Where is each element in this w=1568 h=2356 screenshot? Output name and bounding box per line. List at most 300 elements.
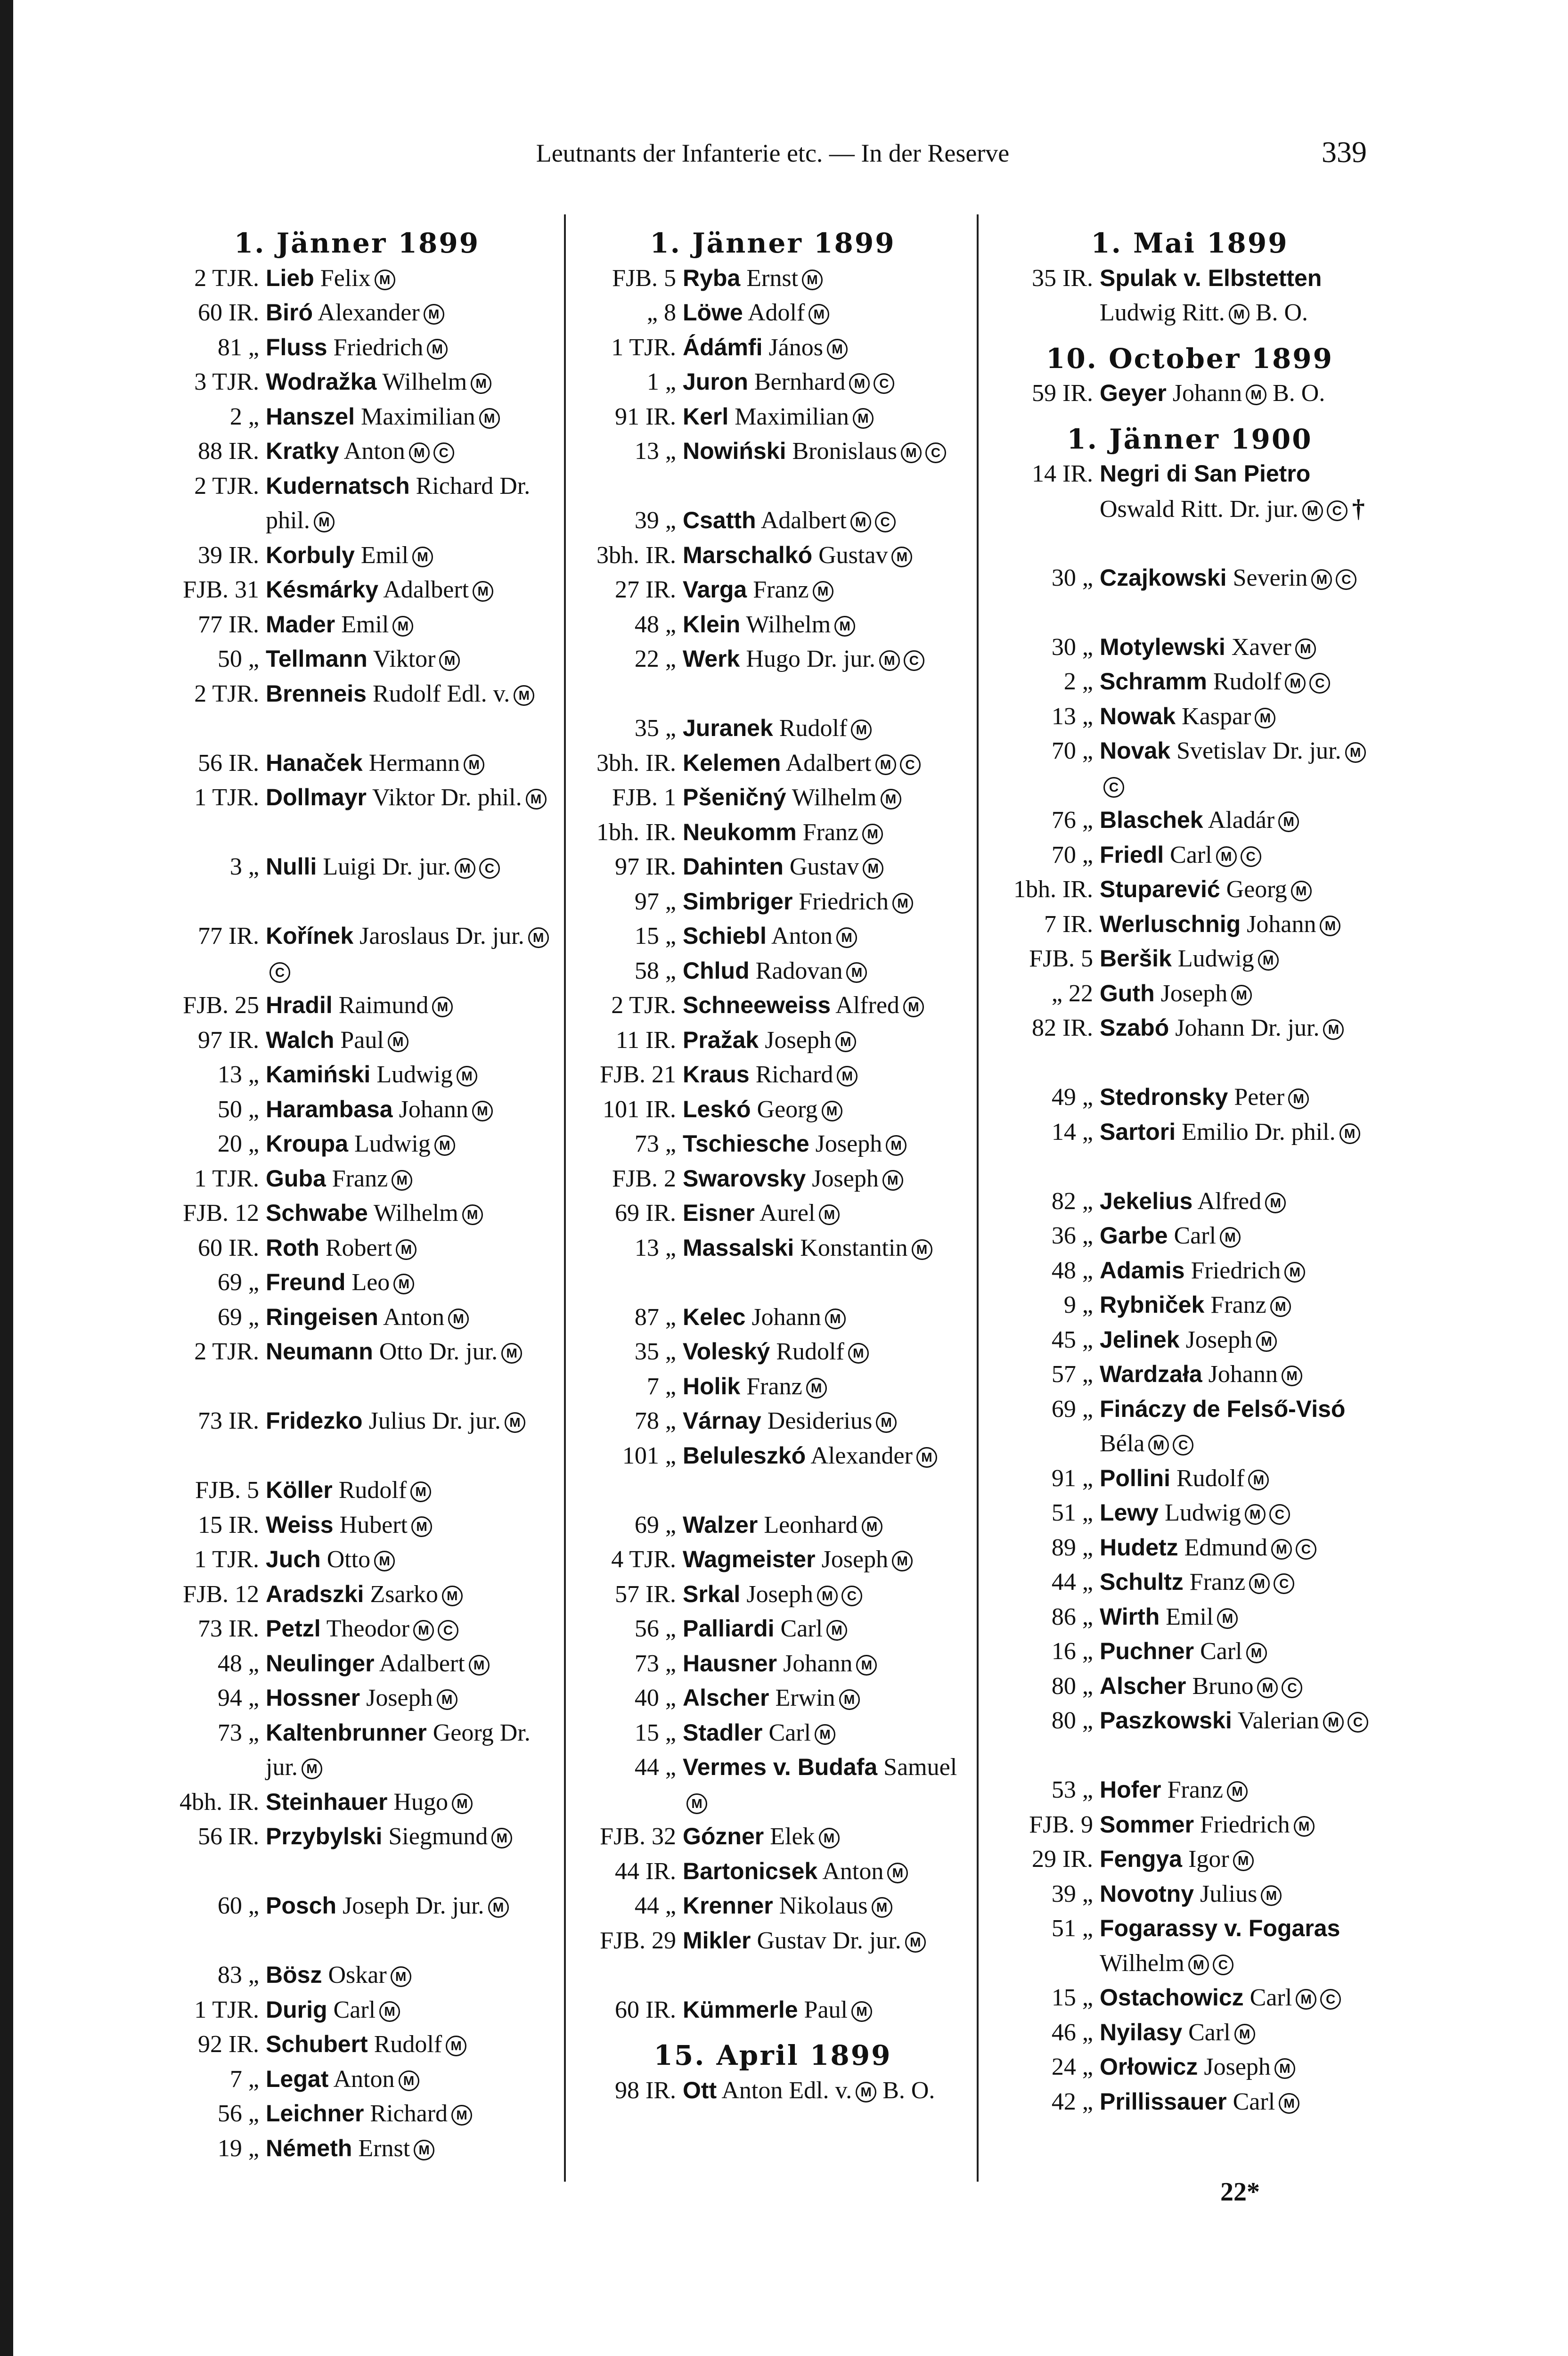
column-divider [564,214,566,2182]
list-item [160,988,554,1023]
military-merit-cross-icon: M [822,1101,842,1121]
officer-given-name: Franz [1210,1292,1266,1318]
officer-given-name: Johann [751,1303,821,1331]
officer-entry [683,1819,971,1854]
officer-given-name: Erwin [775,1685,835,1711]
unit-label: 48 „ [1051,1257,1093,1284]
officer-surname: Vermes v. Budafa [683,1754,878,1780]
unit-label: 3bh. IR. [596,541,676,569]
commemorative-cross-icon: C [1348,1712,1368,1733]
officer-given-name: Adalbert [785,749,872,777]
unit-label: 3 TJR. [194,368,259,395]
military-merit-cross-icon: M [427,339,448,360]
list-item [160,1716,554,1785]
officer-given-name: Elek [770,1823,815,1850]
officer-given-name: Johann [399,1096,468,1123]
list-item [992,1496,1388,1530]
list-item [160,2027,554,2062]
officer-given-name: Franz [746,1373,802,1400]
officer-given-name: Carl [780,1615,823,1642]
officer-surname: Fridezko [266,1407,363,1434]
officer-entry [1100,1080,1388,1115]
officer-entry [683,746,971,781]
military-merit-cross-icon: M [886,1135,906,1156]
decoration-note: B. O. [882,2077,935,2104]
officer-given-name: Joseph Dr. jur. [343,1892,484,1919]
military-merit-cross-icon: M [1339,1123,1360,1144]
list-item [575,1231,971,1300]
officer-surname: Juron [683,368,748,395]
unit-label: 29 IR. [1032,1846,1093,1873]
officer-given-name: Anton [343,438,405,465]
officer-surname: Leskó [683,1096,751,1122]
unit-label: 39 „ [1051,1880,1093,1907]
unit-label: 50 „ [217,646,259,672]
list-item [160,330,554,365]
military-merit-cross-icon: M [526,789,547,810]
military-merit-cross-icon: M [437,1689,457,1710]
officer-given-name: Samuel [883,1754,957,1781]
unit-label: 15 „ [634,923,676,949]
military-merit-cross-icon: M [1279,2093,1299,2114]
unit-label: 1 TJR. [611,334,676,361]
military-merit-cross-icon: M [399,2070,419,2091]
officer-entry [266,1231,554,1266]
officer-given-name: Alfred [1197,1187,1262,1215]
officer-surname: Wirth [1100,1603,1160,1630]
officer-given-name: Peter [1234,1084,1285,1111]
officer-entry [683,295,971,330]
unit-label: 13 „ [634,1234,676,1261]
list-item [575,815,971,850]
unit-label: FJB. 31 [183,576,259,603]
unit-label: 97 IR. [615,853,676,880]
officer-given-name: Carl [1188,2019,1231,2046]
commemorative-cross-icon: C [1296,1539,1316,1560]
list-item [160,919,554,988]
officer-given-name: Joseph [366,1685,433,1711]
officer-surname: Novak [1100,737,1171,764]
list-item [992,1808,1388,1842]
list-item [992,1357,1388,1392]
list-item [575,1162,971,1196]
officer-surname: Stuparević [1100,876,1220,902]
military-merit-cross-icon: M [892,893,913,914]
military-merit-cross-icon: M [505,1412,525,1433]
military-merit-cross-icon: M [501,1343,522,1364]
officer-entry [1100,2085,1388,2119]
military-merit-cross-icon: M [1302,500,1323,521]
officer-entry [1100,2015,1388,2050]
officer-surname: Ringeisen [266,1303,378,1330]
unit-label: 4 TJR. [611,1546,676,1573]
military-merit-cross-icon: M [1291,881,1312,901]
unit-label: 13 „ [634,438,676,465]
officer-surname: Adamis [1100,1257,1185,1284]
list-item [992,261,1388,330]
unit-label: 3bh. IR. [596,749,676,777]
list-item [992,907,1388,942]
military-merit-cross-icon: M [876,1412,897,1433]
military-merit-cross-icon: M [851,2001,872,2022]
decoration-note: B. O. [1273,380,1325,407]
list-item [992,1877,1388,1912]
officer-given-name: Carl [1250,1984,1292,2011]
list-item [160,400,554,434]
list-item [160,1334,554,1404]
officer-surname: Pollini [1100,1464,1170,1491]
officer-entry [266,1473,554,1508]
list-item [992,941,1388,976]
list-item [992,1911,1388,1980]
officer-surname: Guba [266,1165,326,1192]
military-merit-cross-icon: M [1246,384,1266,405]
unit-label: 50 „ [217,1096,259,1123]
unit-label: 7 „ [229,2065,259,2093]
list-item [992,1184,1388,1219]
officer-given-name: Raimund [338,992,429,1019]
officer-entry [266,2131,554,2166]
unit-label: 45 „ [1051,1326,1093,1353]
officer-entry [266,919,554,988]
officer-entry [683,1716,971,1751]
officer-surname: Késmárky [266,576,379,603]
officer-entry [683,607,971,642]
officer-entry [1100,734,1388,803]
officer-given-name: Severin [1233,564,1308,591]
unit-label: 39 IR. [198,541,259,569]
officer-given-name: Wilhelm [792,784,877,811]
officer-surname: Ott [683,2077,717,2103]
list-item [160,850,554,919]
officer-given-name: Ludwig [1177,945,1254,972]
military-merit-cross-icon: M [815,1724,835,1745]
officer-surname: Steinhauer [266,1788,388,1815]
unit-label: 24 „ [1051,2053,1093,2080]
military-merit-cross-icon: M [1282,1366,1302,1386]
officer-entry [1100,1773,1388,1808]
list-item [575,1404,971,1439]
military-merit-cross-icon: M [1323,1019,1344,1040]
military-merit-cross-icon: M [1271,1539,1292,1560]
military-merit-cross-icon: M [451,2105,472,2126]
running-header [0,137,1568,179]
officer-entry [683,365,971,400]
military-merit-cross-icon: M [452,1793,473,1814]
list-item [160,434,554,469]
officer-given-name: Aladár [1208,807,1275,834]
officer-entry [266,1404,554,1439]
military-merit-cross-icon: M [1256,1331,1277,1352]
unit-label: 1 TJR. [194,1546,259,1573]
officer-given-name: Rudolf [1176,1464,1245,1492]
officer-entry [266,1196,554,1231]
military-merit-cross-icon: M [479,408,500,429]
military-merit-cross-icon: M [1270,1296,1291,1317]
unit-label: 56 IR. [198,749,259,777]
military-merit-cross-icon: M [448,1309,469,1329]
commemorative-cross-icon: C [874,373,894,394]
list-item [160,469,554,538]
officer-given-name: Alfred [835,992,899,1019]
officer-surname: Hanszel [266,403,355,430]
officer-given-name: Konstantin [800,1234,908,1261]
unit-label: 30 „ [1051,633,1093,661]
officer-given-name: Felix [320,264,371,292]
officer-entry [683,1854,971,1889]
officer-surname: Mader [266,611,335,638]
officer-given-name: Bronislaus [792,438,897,465]
list-item [160,1127,554,1162]
list-item [992,1011,1388,1080]
officer-surname: Negri di San Pietro [1100,460,1311,487]
officer-entry [683,884,971,919]
column-2 [575,226,971,2143]
officer-entry [1100,1703,1388,1738]
military-merit-cross-icon: M [1296,1989,1316,2010]
officer-surname: Schneeweiss [683,992,831,1018]
military-merit-cross-icon: M [862,824,883,844]
unit-label: 3 „ [229,853,259,880]
military-merit-cross-icon: M [891,547,912,567]
officer-surname: Wagmeister [683,1546,816,1572]
officer-given-name: Joseph [812,1165,879,1192]
unit-label: 73 IR. [198,1615,259,1642]
officer-given-name: Paul [804,1996,848,2023]
officer-entry [683,1404,971,1439]
officer-given-name: Rudolf [776,1338,844,1365]
officer-given-name: Rudolf [338,1477,407,1504]
officer-entry [266,988,554,1023]
unit-label: 35 IR. [1032,264,1093,292]
unit-label: 22 „ [634,646,676,672]
military-merit-cross-icon: M [1217,1608,1238,1629]
military-merit-cross-icon: M [836,927,857,948]
officer-entry [683,261,971,296]
officer-entry [266,2027,554,2062]
officer-given-name: Bruno [1192,1672,1254,1700]
unit-label: FJB. 1 [612,784,676,811]
military-merit-cross-icon: M [472,1101,493,1121]
officer-given-name: Hugo [393,1788,448,1816]
unit-label: 78 „ [634,1407,676,1434]
officer-entry [683,1023,971,1058]
officer-given-name: Jaroslaus Dr. jur. [359,923,524,949]
officer-surname: Löwe [683,299,743,326]
unit-label: 48 „ [217,1650,259,1677]
officer-entry [683,1612,971,1646]
officer-given-name: Wilhelm [373,1200,458,1227]
officer-given-name: Béla [1100,1430,1145,1457]
officer-given-name: Anton Edl. v. [721,2077,852,2104]
officer-given-name: Ludwig [1165,1499,1241,1526]
commemorative-cross-icon: C [1269,1504,1290,1525]
military-merit-cross-icon: M [1220,1227,1241,1248]
unit-label: 56 „ [217,2100,259,2127]
officer-surname: Puchner [1100,1638,1194,1664]
officer-surname: Hanaček [266,749,363,776]
officer-surname: Sommer [1100,1811,1194,1838]
list-item [160,1958,554,1993]
military-merit-cross-icon: M [850,512,871,532]
officer-entry [1100,907,1388,942]
unit-label: 36 „ [1051,1222,1093,1249]
officer-given-name: Leo [351,1269,390,1296]
unit-label: 97 „ [634,888,676,915]
officer-surname: Geyer [1100,380,1167,406]
unit-label: 101 „ [622,1442,676,1469]
officer-entry [1100,2050,1388,2085]
unit-label: 16 „ [1051,1638,1093,1665]
officer-entry [683,850,971,884]
officer-surname: Neukomm [683,818,797,845]
officer-entry [1100,1565,1388,1600]
officer-given-name: Robert [325,1234,392,1261]
officer-given-name: Rudolf [374,2031,442,2058]
unit-label: 1bh. IR. [1013,876,1093,903]
officer-entry [1100,872,1388,907]
commemorative-cross-icon: C [1309,673,1330,694]
military-merit-cross-icon: M [853,408,874,429]
officer-given-name: Franz [802,818,859,846]
unit-label: 53 „ [1051,1776,1093,1803]
unit-label: 14 IR. [1032,460,1093,487]
officer-entry [683,1750,971,1819]
officer-surname: Werk [683,646,740,672]
officer-given-name: Aurel [760,1200,816,1227]
list-item [992,1288,1388,1323]
unit-label: 59 IR. [1032,380,1093,407]
list-item [575,711,971,746]
officer-entry [266,400,554,434]
officer-entry [683,1127,971,1162]
officer-given-name: Siegmund [388,1823,488,1850]
military-merit-cross-icon: M [528,927,549,948]
officer-entry [266,1681,554,1716]
military-merit-cross-icon: M [1320,916,1340,936]
officer-surname: Garbe [1100,1222,1168,1249]
list-item [160,1542,554,1577]
officer-surname: Blaschek [1100,807,1203,833]
unit-label: 60 IR. [615,1996,676,2023]
section-heading: 15. April 1899 [653,2039,892,2071]
unit-label: FJB. 12 [183,1580,259,1608]
officer-surname: Pšeničný [683,784,786,810]
list-item [575,295,971,330]
unit-label: 81 „ [217,334,259,361]
officer-surname: Gózner [683,1823,764,1849]
officer-surname: Kudernatsch [266,472,410,499]
officer-given-name: Rudolf [1213,668,1282,695]
list-item [992,1461,1388,1496]
list-item [992,664,1388,699]
officer-surname: Schramm [1100,668,1207,695]
officer-surname: Ostachowicz [1100,1984,1244,2011]
section-gap [992,330,1388,342]
officer-entry [683,1300,971,1335]
officer-entry [266,1889,554,1923]
list-item [160,2096,554,2131]
list-item [160,642,554,677]
officer-given-name: Adalbert [379,1650,465,1677]
officer-given-name: Paul [340,1026,384,1054]
list-item [575,1750,971,1819]
officer-entry [266,1092,554,1127]
officer-entry [683,1196,971,1231]
officer-surname: Kelec [683,1303,746,1330]
officer-surname: Stadler [683,1719,763,1746]
list-item [575,1196,971,1231]
officer-surname: Roth [266,1234,319,1261]
list-item [992,1842,1388,1877]
unit-label: FJB. 9 [1029,1811,1093,1838]
list-item [160,261,554,296]
officer-surname: Hradil [266,992,333,1018]
commemorative-cross-icon: C [479,858,500,879]
officer-entry [266,1508,554,1543]
list-item [992,1219,1388,1253]
officer-entry [1100,1323,1388,1358]
officer-given-name: Wilhelm [746,611,831,638]
officer-surname: Tellmann [266,646,368,672]
officer-entry [1100,941,1388,976]
officer-entry [266,1265,554,1300]
list-item [575,1889,971,1923]
military-merit-cross-icon: M [393,1274,414,1294]
military-merit-cross-icon: M [1148,1435,1169,1456]
officer-entry [266,1127,554,1162]
officer-given-name: Edmund [1184,1534,1267,1561]
list-item [160,1612,554,1646]
military-merit-cross-icon: M [882,1170,903,1191]
officer-given-name: Julius [1200,1880,1258,1907]
officer-entry [683,1057,971,1092]
officer-surname: Paszkowski [1100,1707,1232,1734]
officer-entry [683,538,971,573]
list-item [575,1612,971,1646]
unit-label: 44 IR. [615,1857,676,1885]
unit-label: 70 „ [1051,841,1093,868]
list-item [992,1773,1388,1808]
officer-surname: Fogarassy v. Fogaras [1100,1915,1340,1941]
section-heading: 1. Mai 1899 [1091,227,1289,259]
list-item [575,1369,971,1404]
officer-entry [1100,1808,1388,1842]
page-number: 339 [1322,135,1367,169]
section-heading: 10. October 1899 [1045,342,1334,375]
officer-surname: Köller [266,1477,333,1503]
officer-surname: Hofer [1100,1776,1161,1803]
officer-surname: Kaltenbrunner [266,1719,427,1746]
officer-surname: Ádámfi [683,334,763,360]
column-3 [992,226,1388,2119]
officer-entry [266,642,554,677]
officer-given-name: Viktor Dr. phil. [372,784,522,811]
officer-entry [266,1542,554,1577]
military-merit-cross-icon: M [862,1516,882,1537]
list-item [160,1162,554,1196]
military-merit-cross-icon: M [856,2082,876,2102]
unit-label: 101 IR. [603,1096,676,1123]
list-item [160,1265,554,1300]
officer-given-name: Hugo Dr. jur. [746,646,875,672]
officer-given-name: Ludwig Ritt. [1100,299,1225,326]
officer-given-name: Richard [755,1061,833,1088]
officer-entry [1100,1530,1388,1565]
military-merit-cross-icon: M [881,789,901,810]
commemorative-cross-icon: C [904,650,924,671]
list-item [992,699,1388,734]
